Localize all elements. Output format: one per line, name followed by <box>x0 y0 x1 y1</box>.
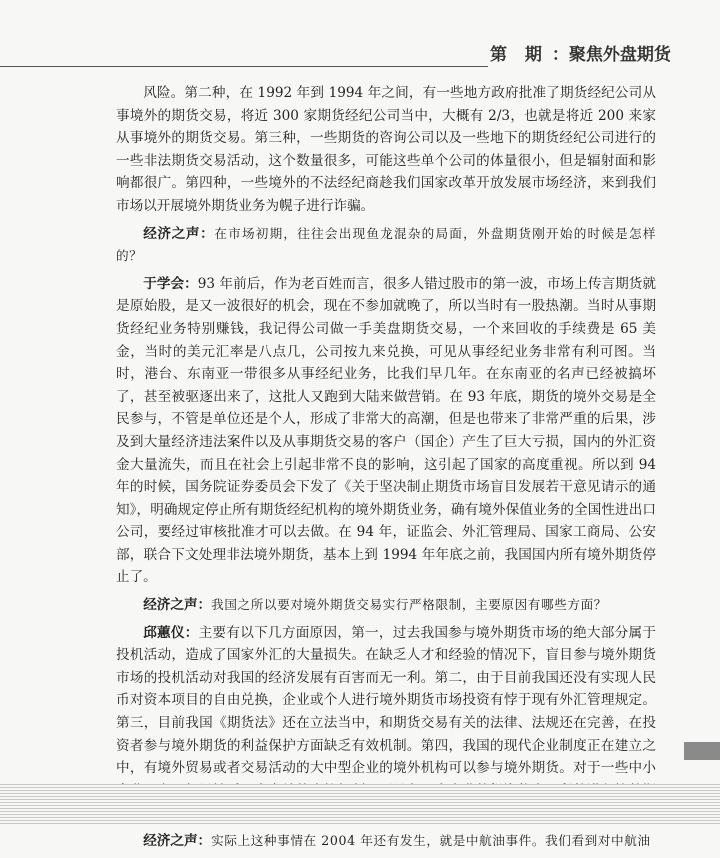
question-paragraph <box>116 830 656 853</box>
header-rule <box>0 66 488 67</box>
question-paragraph <box>116 223 656 268</box>
header-topic: 聚焦外盘期货 <box>568 45 671 65</box>
issue-label: 第 期 <box>490 45 548 65</box>
question-text: 实际上这种事情在 2004 年还有发生，就是中航油事件。我们看到对中航油 <box>211 833 651 848</box>
paragraph-text: 风险。第二种，在 1992 年到 1994 年之间，有一些地方政府批准了期货经纪公司从事境外的期货交易，将近 300 家期货经纪公司当中，大概有 2/3，也就是将近 200 来家从事境外的期货交易。第三种，一些期货的咨询公司以及一些地下的期货经纪公司进行的一些非法期货交易活动，这个数量很多，可能这些单个公司的体量很小，但是辐射面和影响都很广。第四种，一些境外的不法经纪商趁我们国家改革开放发展市场经济，来到我们市场以开展境外期货业务为幌子进行诈骗。 <box>116 85 656 214</box>
speaker-label: 经济之声： <box>143 597 212 614</box>
answer-text: 主要有以下几方面原因，第一，过去我国参与境外期货市场的绝大部分属于投机活动，造成了国家外汇的大量损失。在缺乏人才和经验的情况下，盲目参与境外期货市场的投机活动对我国的经济发展有百害而无一利。第二，由于目前我国还没有实现人民币对资本项目的自由兑换，企业或个人进行境外期货市场投资有悖于现有外汇管理规定。第三，目前我国《期货法》还在立法当中，和期货交易有关的法律、法规还在完善，在投资者参与境外期货的利益保护方面缺乏有效机制。第四，我国的现代企业制度正在建立之中，有境外贸易或者交易活动的大中型企业的境外机构可以参与境外期货。对于一些中小 <box>116 624 656 777</box>
speaker-label: 经济之声： <box>143 833 212 849</box>
speaker-label: 于学会： <box>143 275 198 292</box>
margin-tab <box>684 742 720 760</box>
speaker-label: 经济之声： <box>143 225 215 242</box>
running-header <box>490 40 720 70</box>
question-text: 我国之所以要对境外期货交易实行严格限制，主要原因有哪些方面？ <box>211 597 607 613</box>
question-text: 在市场初期，往往会出现鱼龙混杂的局面，外盘期货刚开始的时候是怎样的？ <box>116 225 657 264</box>
question-paragraph <box>116 594 656 617</box>
answer-paragraph <box>116 273 656 589</box>
paragraph-continuation <box>116 82 656 218</box>
footer-stripes <box>0 784 720 824</box>
header-separator: ： <box>551 45 569 65</box>
answer-text: 93 年前后，作为老百姓而言，很多人错过股市的第一波，市场上传言期货就是原始股，是又一波很好的机会，现在不参加就晚了，所以当时有一股热潮。当时从事期货经纪业务特别赚钱，我记得公司做一手美盘期货交易，一个来回收的手续费是 65 美金，当时的美元汇率是八点几，公司按九来兑换，可见从事经纪业务非常有利可图。当时，港台、东南亚一带很多从事经纪业务，比我们早几年。在东南亚的名声已经被搞坏了，甚至被驱逐出来了，这批人又跑到大陆来做营销。在 93 年底，期货的境外交易是全民参与，不管是单位还是个人，形成了非常大的高潮，但是也带来了非常严重的后果，涉及到大量经济违法案件以及从事期货交易的客户（国企）产生了巨大亏损，国内的外汇资金大量流失，而且在社会上引起非常不良的影响，这引起了国家的高度重视。所以到 94 年的时候，国务院证券委员会下发了《关于坚决制止期货市场盲目发展若干意见请示的通知》，明确规定停止所有期货经纪机构的境外期货业务，确有境外保值业务的全国性进出口公司，要经过审核批准才可以去做。在 94 年，证监会、外汇管理局、国家工商局、公安部，联合下文处理非法境外期货，基本上到 1994 年年底之前，我国国内所有境外期货停止了。 <box>116 275 657 586</box>
article-body <box>116 82 656 858</box>
speaker-label: 邱蕙仪： <box>143 624 199 641</box>
